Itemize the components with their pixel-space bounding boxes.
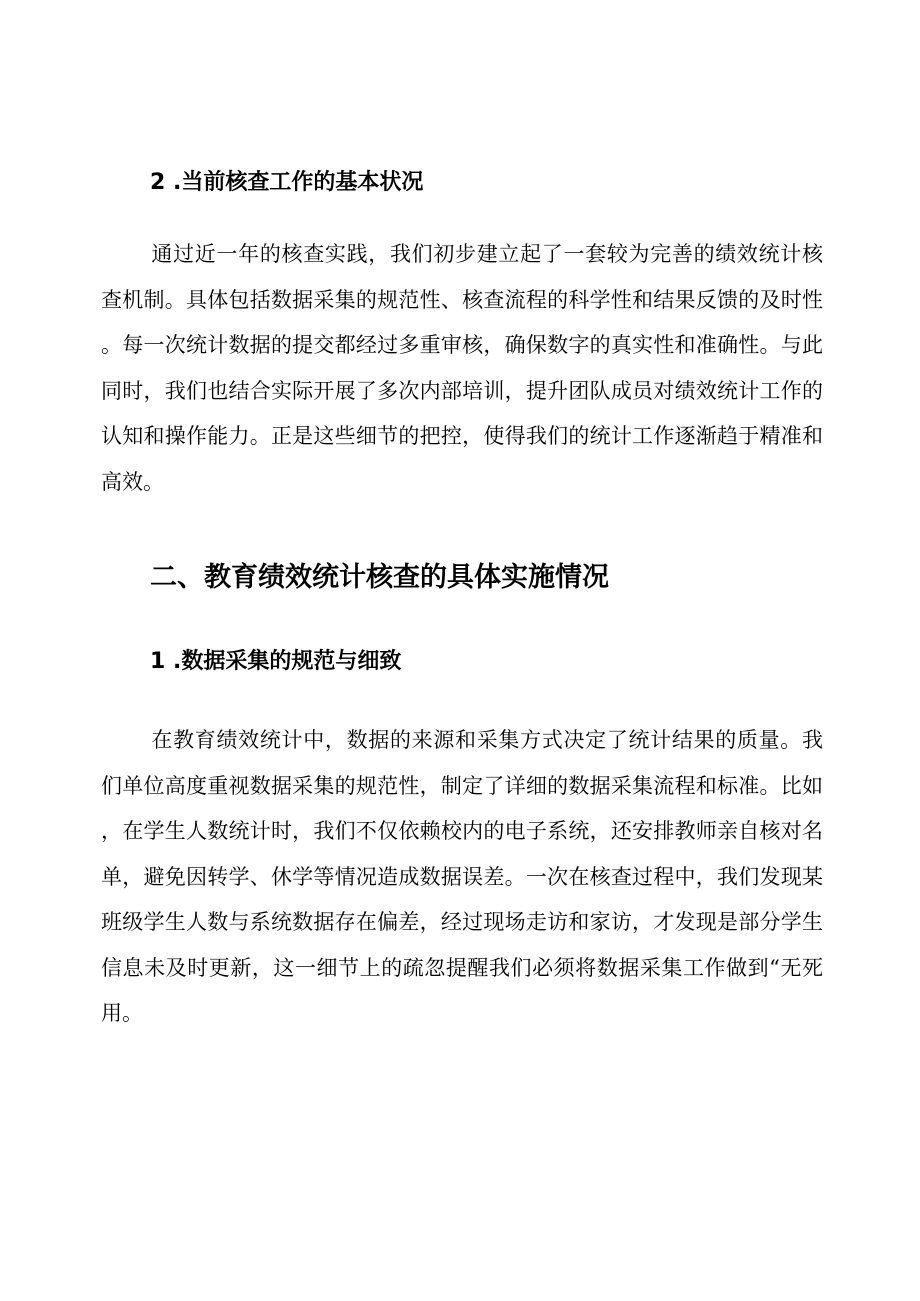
paragraph-data-collection: 在教育绩效统计中，数据的来源和采集方式决定了统计结果的质量。我们单位高度重视数据采集的规范性，制定了详细的数据采集流程和标准。比如，在学生人数统计时，我们不仅依赖校内的电子系统，还安排教师亲自核对名单，避免因转学、休学等情况造成数据误差。一次在核查过程中，我们发现某班级学生人数与系统数据存在偏差，经过现场走访和家访，才发现是部分学生信息未及时更新，这一细节上的疏忽提醒我们必须将数据采集工作做到“无死用。: [101, 728, 823, 1025]
section-heading-current-status: 2 .当前核查工作的基本状况: [150, 170, 424, 195]
section-heading-data-collection: 1 .数据采集的规范与细致: [150, 649, 402, 674]
paragraph-current-status: 通过近一年的核查实践，我们初步建立起了一套较为完善的绩效统计核查机制。具体包括数据采集的规范性、核查流程的科学性和结果反馈的及时性。每一次统计数据的提交都经过多重审核，确保数字的真实性和准确性。与此同时，我们也结合实际开展了多次内部培训，提升团队成员对绩效统计工作的认知和操作能力。正是这些细节的把控，使得我们的统计工作逐渐趋于精准和高效。: [101, 242, 823, 494]
chapter-heading-implementation: 二、教育绩效统计核查的具体实施情况: [150, 562, 609, 593]
